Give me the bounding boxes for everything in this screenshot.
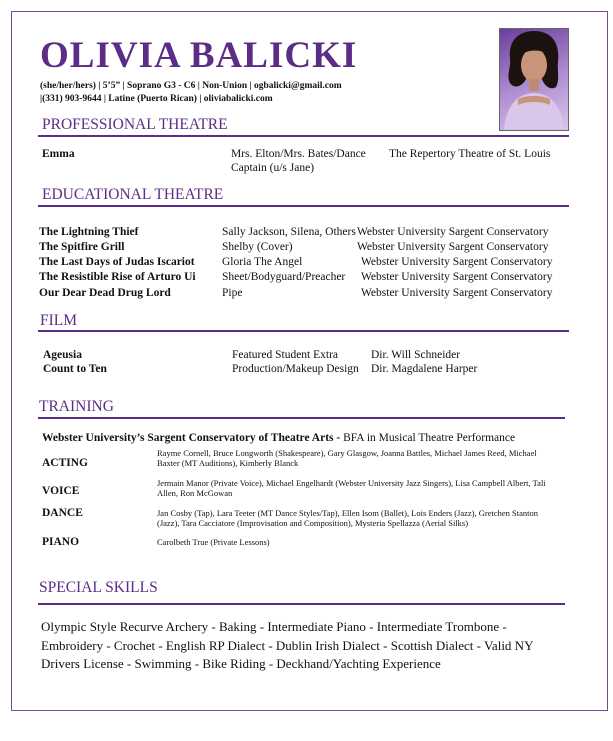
training-detail: Jermain Manor (Private Voice), Michael Engelhardt (Webster University Jazz Singers), Lisa Campbell Albert, Tali Allen, Ron McGowan (157, 478, 546, 498)
film-title: Ageusia (43, 349, 82, 361)
edu-venue: Webster University Sargent Conservatory (361, 287, 553, 299)
edu-role: Sheet/Bodyguard/Preacher (222, 271, 346, 283)
training-label: PIANO (42, 536, 80, 548)
edu-role: Pipe (222, 287, 243, 299)
film-director: Dir. Magdalene Harper (371, 363, 478, 375)
film-director: Dir. Will Schneider (371, 349, 461, 361)
section-title-film: FILM (40, 312, 78, 329)
training-school: Webster University’s Sargent Conservatory of Theatre Arts - (42, 432, 341, 444)
professional-show: Emma (42, 148, 75, 160)
section-title-training: TRAINING (39, 398, 114, 415)
edu-venue: Webster University Sargent Conservatory (357, 241, 549, 253)
contact-line-2: |(331) 903-9644 | Latine (Puerto Rican) | oliviabalicki.com (40, 94, 273, 104)
training-school-line (42, 432, 515, 444)
section-rule (38, 417, 565, 419)
professional-venue: The Repertory Theatre of St. Louis (389, 148, 551, 160)
training-detail: Carolbeth True (Private Lessons) (157, 537, 270, 547)
edu-role: Shelby (Cover) (222, 241, 293, 253)
section-rule (38, 135, 569, 137)
section-title-professional: PROFESSIONAL THEATRE (42, 116, 228, 133)
headshot-photo (499, 28, 569, 131)
section-rule (38, 205, 569, 207)
section-title-educational: EDUCATIONAL THEATRE (42, 186, 224, 203)
edu-role: Gloria The Angel (222, 256, 303, 268)
resume-name: OLIVIA BALICKI (40, 35, 358, 76)
film-role: Production/Makeup Design (232, 363, 359, 375)
professional-role-line2: Captain (u/s Jane) (231, 162, 315, 174)
edu-venue: Webster University Sargent Conservatory (361, 256, 553, 268)
film-role: Featured Student Extra (232, 349, 339, 361)
edu-show: The Resistible Rise of Arturo Ui (39, 271, 196, 283)
section-rule (38, 330, 569, 332)
contact-line-1: (she/her/hers) | 5’5” | Soprano G3 - C6 | Non-Union | ogbalicki@gmail.com (40, 81, 342, 91)
edu-venue: Webster University Sargent Conservatory (357, 226, 549, 238)
training-degree: BFA in Musical Theatre Performance (340, 432, 516, 444)
professional-role-line1: Mrs. Elton/Mrs. Bates/Dance (231, 148, 366, 160)
special-skills-text: Olympic Style Recurve Archery - Baking - Intermediate Piano - Intermediate Trombone - Embroidery - Crochet - English RP Dialect - Dublin Irish Dialect - Scottish Dialect - Valid NY Drivers License - Swimming - Bike Riding - Deckhand/Yachting Experience (41, 619, 533, 671)
section-rule (38, 603, 565, 605)
training-detail: Jan Cosby (Tap), Lara Teeter (MT Dance Styles/Tap), Ellen Isom (Ballet), Lois Enders (Jazz), Gretchen Stanton (Jazz), Tara Cacciatore (Improvisation and Composition), Mysteria Spellazza (Aerial Silks) (157, 508, 538, 528)
section-title-skills: SPECIAL SKILLS (39, 579, 158, 596)
training-label: ACTING (42, 457, 89, 469)
training-label: DANCE (42, 507, 83, 519)
training-detail: Rayme Cornell, Bruce Longworth (Shakespeare), Gary Glasgow, Joanna Battles, Michael James Reed, Michael Baxter (MT Auditions), Kimberly Blanck (157, 448, 537, 468)
edu-show: The Last Days of Judas Iscariot (39, 256, 195, 268)
edu-show: Our Dear Dead Drug Lord (39, 287, 171, 299)
training-label: VOICE (42, 485, 80, 497)
edu-show: The Spitfire Grill (39, 241, 125, 253)
edu-venue: Webster University Sargent Conservatory (361, 271, 553, 283)
edu-show: The Lightning Thief (39, 226, 139, 238)
film-title: Count to Ten (43, 363, 107, 375)
edu-role: Sally Jackson, Silena, Others (222, 226, 356, 238)
